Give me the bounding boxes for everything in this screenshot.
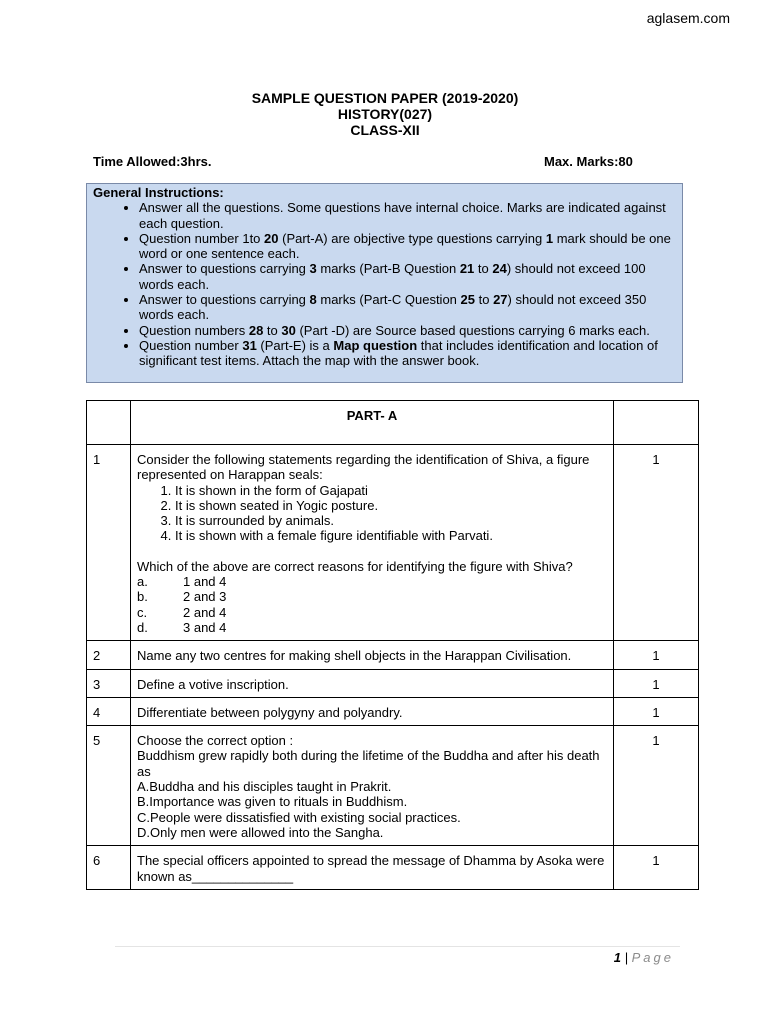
answer-option: b. 2 and 3 bbox=[137, 589, 227, 605]
table-row bbox=[87, 846, 699, 890]
max-marks: Max. Marks:80 bbox=[544, 154, 633, 169]
paper-title: SAMPLE QUESTION PAPER (2019-2020) bbox=[251, 90, 519, 106]
site-watermark: aglasem.com bbox=[646, 10, 730, 26]
question-marks: 1 bbox=[614, 726, 699, 846]
table-row bbox=[87, 401, 699, 445]
question-line: B.Importance was given to rituals in Buddhism. bbox=[137, 794, 408, 810]
question-line: Choose the correct option : bbox=[137, 733, 294, 749]
page-number: 1 | Page bbox=[613, 950, 674, 965]
table-row bbox=[87, 726, 699, 846]
statement-item: 2. It is shown seated in Yogic posture. bbox=[175, 498, 607, 513]
instruction-item: • Answer all the questions. Some questions have internal choice. Marks are indicated against each question. bbox=[139, 200, 676, 231]
question-marks: 1 bbox=[614, 846, 699, 890]
statement-list bbox=[137, 483, 607, 544]
statement-item: 3. It is surrounded by animals. bbox=[175, 513, 607, 528]
question-stem: Consider the following statements regarding the identification of Shiva, a figure represented on Harappan seals: bbox=[137, 452, 590, 483]
question-text bbox=[131, 726, 614, 846]
question-text: The special officers appointed to spread the message of Dhamma by Asoka were known as______________ bbox=[131, 846, 614, 890]
footer-divider bbox=[115, 946, 680, 947]
question-number: 4 bbox=[87, 697, 131, 725]
question-text: Define a votive inscription. bbox=[131, 669, 614, 697]
question-text: Differentiate between polygyny and polyandry. bbox=[131, 697, 614, 725]
marks-cell bbox=[614, 401, 699, 445]
table-row bbox=[87, 697, 699, 725]
question-number: 1 bbox=[87, 445, 131, 641]
instruction-item: • Question number 1to 20 (Part-A) are objective type questions carrying 1 mark should be one word or one sentence each. bbox=[139, 231, 676, 262]
time-allowed: Time Allowed:3hrs. bbox=[93, 154, 212, 169]
part-heading: PART- A bbox=[131, 401, 614, 445]
instruction-item: • Question number 31 (Part-E) is a Map question that includes identification and location of significant test items. Attach the map with the answer book. bbox=[139, 338, 676, 369]
instructions-heading: General Instructions: bbox=[93, 185, 224, 200]
questions-table bbox=[86, 400, 699, 890]
question-text bbox=[131, 445, 614, 641]
answer-option: a. 1 and 4 bbox=[137, 574, 227, 590]
question-line: C.People were dissatisfied with existing social practices. bbox=[137, 809, 461, 825]
question-marks: 1 bbox=[614, 669, 699, 697]
question-marks: 1 bbox=[614, 445, 699, 641]
table-row bbox=[87, 669, 699, 697]
subject-title: HISTORY(027) bbox=[337, 106, 433, 122]
question-line: A.Buddha and his disciples taught in Prakrit. bbox=[137, 779, 392, 795]
answer-option: c. 2 and 4 bbox=[137, 604, 227, 620]
class-title: CLASS-XII bbox=[350, 122, 420, 138]
statement-item: 4. It is shown with a female figure identifiable with Parvati. bbox=[175, 528, 607, 543]
question-number-cell bbox=[87, 401, 131, 445]
answer-option: d. 3 and 4 bbox=[137, 619, 227, 635]
question-number: 2 bbox=[87, 641, 131, 669]
question-line: D.Only men were allowed into the Sangha. bbox=[137, 824, 384, 840]
table-row bbox=[87, 445, 699, 641]
instruction-item: • Answer to questions carrying 8 marks (Part-C Question 25 to 27) should not exceed 350 words each. bbox=[139, 292, 676, 323]
statement-item: 1. It is shown in the form of Gajapati bbox=[175, 483, 607, 498]
question-marks: 1 bbox=[614, 641, 699, 669]
question-marks: 1 bbox=[614, 697, 699, 725]
question-text: Name any two centres for making shell objects in the Harappan Civilisation. bbox=[131, 641, 614, 669]
instruction-item: • Question numbers 28 to 30 (Part -D) are Source based questions carrying 6 marks each. bbox=[139, 323, 676, 338]
question-number: 6 bbox=[87, 846, 131, 890]
general-instructions-box bbox=[86, 183, 683, 383]
question-number: 3 bbox=[87, 669, 131, 697]
question-line: Buddhism grew rapidly both during the lifetime of the Buddha and after his death as bbox=[137, 748, 600, 779]
question-ask: Which of the above are correct reasons for identifying the figure with Shiva? bbox=[137, 558, 573, 574]
instructions-list bbox=[93, 200, 676, 368]
table-row bbox=[87, 641, 699, 669]
instruction-item: • Answer to questions carrying 3 marks (Part-B Question 21 to 24) should not exceed 100 words each. bbox=[139, 261, 676, 292]
question-number: 5 bbox=[87, 726, 131, 846]
